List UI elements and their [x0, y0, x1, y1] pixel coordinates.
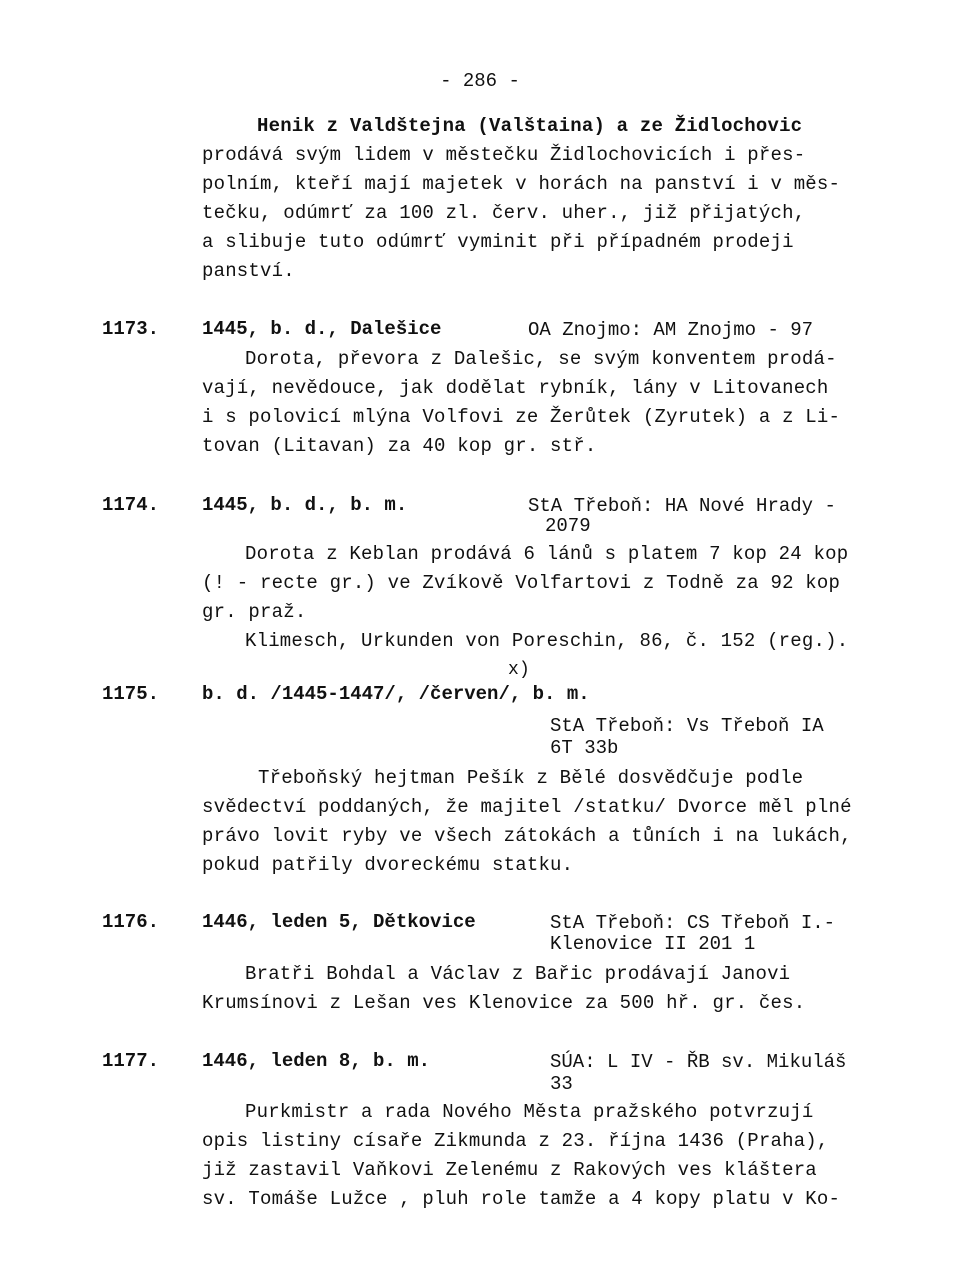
entry-number: 1176. — [102, 911, 160, 933]
entry-heading: 1445, b. d., b. m. — [202, 494, 408, 516]
entry-text-line: Bratři Bohdal a Václav z Bařic prodávají Janovi — [245, 963, 791, 985]
entry-text-line: právo lovit ryby ve všech zátokách a tůních i na lukách, — [202, 825, 852, 847]
intro-line: tečku, odúmrť za 100 zl. červ. uher., již přijatých, — [202, 202, 806, 224]
entry-text-line: tovan (Litavan) za 40 kop gr. stř. — [202, 435, 597, 457]
intro-line: a slibuje tuto odúmrť vyminit při případném prodeji — [202, 231, 794, 253]
entry-source: StA Třeboň: Vs Třeboň IA — [550, 715, 824, 737]
entry-text-line: Třeboňský hejtman Pešík z Bělé dosvědčuje podle — [258, 767, 804, 789]
entry-heading: b. d. /1445-1447/, /červen/, b. m. — [202, 683, 590, 705]
entry-text-line: svědectví poddaných, že majitel /statku/ Dvorce měl plné — [202, 796, 852, 818]
intro-line: prodává svým lidem v městečku Židlochovicích i přes- — [202, 144, 806, 166]
footnote-mark: x) — [508, 660, 531, 680]
entry-text-line: gr. praž. — [202, 601, 307, 623]
entry-text-line: Dorota z Keblan prodává 6 lánů s platem 7 kop 24 kop — [245, 543, 849, 565]
entry-reference: Klimesch, Urkunden von Poreschin, 86, č. 152 (reg.). — [245, 630, 849, 652]
entry-heading: 1446, leden 5, Dětkovice — [202, 911, 476, 933]
entry-heading: 1445, b. d., Dalešice — [202, 318, 442, 340]
entry-number: 1177. — [102, 1050, 160, 1072]
entry-number: 1175. — [102, 683, 160, 705]
entry-source: StA Třeboň: CS Třeboň I.- — [550, 912, 836, 934]
intro-line: panství. — [202, 260, 295, 282]
entry-number: 1174. — [102, 494, 160, 516]
entry-text-line: vají, nevědouce, jak dodělat rybník, lány v Litovanech — [202, 377, 829, 399]
entry-text-line: i s polovicí mlýna Volfovi ze Žerůtek (Zyrutek) a z Li- — [202, 406, 841, 428]
entry-source: 6T 33b — [550, 737, 619, 759]
entry-text-line: Krumsínovi z Lešan ves Klenovice za 500 hř. gr. čes. — [202, 992, 806, 1014]
entry-source: 33 — [550, 1073, 573, 1095]
entry-text-line: pokud patřily dvoreckému statku. — [202, 854, 574, 876]
intro-line: Henik z Valdštejna (Valštaina) a ze Židlochovic — [257, 115, 803, 137]
entry-source: StA Třeboň: HA Nové Hrady - — [528, 495, 836, 517]
entry-source: SÚA: L IV - ŘB sv. Mikuláš — [550, 1051, 847, 1073]
entry-source: OA Znojmo: AM Znojmo - 97 — [528, 319, 814, 341]
entry-text-line: Dorota, převora z Dalešic, se svým konventem prodá- — [245, 348, 837, 370]
entry-text-line: opis listiny císaře Zikmunda z 23. října 1436 (Praha), — [202, 1130, 829, 1152]
intro-line: polním, kteří mají majetek v horách na panství i v měs- — [202, 173, 841, 195]
page-number: - 286 - — [440, 70, 520, 92]
entry-source: Klenovice II 201 1 — [550, 933, 756, 955]
entry-source: 2079 — [545, 515, 591, 537]
entry-text-line: již zastavil Vaňkovi Zelenému z Rakových ves kláštera — [202, 1159, 817, 1181]
entry-text-line: sv. Tomáše Lužce , pluh role tamže a 4 kopy platu v Ko- — [202, 1188, 841, 1210]
entry-text-line: Purkmistr a rada Nového Města pražského potvrzují — [245, 1101, 814, 1123]
entry-number: 1173. — [102, 318, 160, 340]
entry-text-line: (! - recte gr.) ve Zvíkově Volfartovi z Todně za 92 kop — [202, 572, 841, 594]
entry-heading: 1446, leden 8, b. m. — [202, 1050, 431, 1072]
